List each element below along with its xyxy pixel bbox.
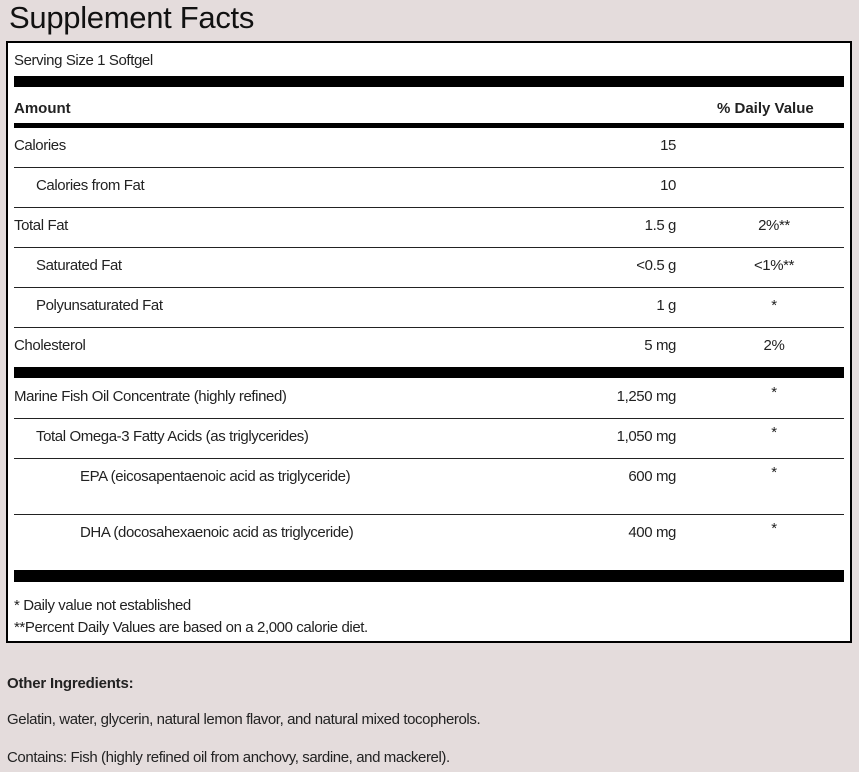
table-row xyxy=(14,459,844,515)
footnote: * Daily value not established xyxy=(14,597,191,614)
table-row xyxy=(14,288,844,328)
ingredient-amount: 600 mg xyxy=(628,468,676,485)
nutrient-amount: 1 g xyxy=(656,297,676,314)
other-ingredients-list: Gelatin, water, glycerin, natural lemon flavor, and natural mixed tocopherols. xyxy=(7,711,481,728)
nutrient-amount: 1.5 g xyxy=(644,217,676,234)
ingredient-amount: 400 mg xyxy=(628,524,676,541)
nutrient-dv: 2% xyxy=(763,337,785,354)
nutrient-dv: <1%** xyxy=(753,257,795,274)
nutrient-amount: 10 xyxy=(660,177,676,194)
table-row xyxy=(14,168,844,208)
allergen-statement: Contains: Fish (highly refined oil from anchovy, sardine, and mackerel). xyxy=(7,749,450,766)
table-header xyxy=(14,87,844,123)
divider xyxy=(14,76,844,87)
page-title: Supplement Facts xyxy=(9,0,255,35)
nutrient-name: Calories xyxy=(14,137,66,154)
ingredient-name: EPA (eicosapentaenoic acid as triglyceride) xyxy=(80,468,351,485)
table-row xyxy=(14,515,844,570)
supplement-facts-panel xyxy=(6,41,852,643)
table-row xyxy=(14,208,844,248)
nutrient-dv: 2%** xyxy=(758,217,790,234)
table-row xyxy=(14,378,844,419)
footnote: **Percent Daily Values are based on a 2,000 calorie diet. xyxy=(14,619,368,636)
table-row xyxy=(14,328,844,367)
dv-header: % Daily Value xyxy=(717,100,814,117)
ingredient-dv: * xyxy=(771,424,777,441)
amount-header: Amount xyxy=(14,100,71,117)
ingredient-dv: * xyxy=(771,520,777,537)
other-ingredients-heading: Other Ingredients: xyxy=(7,675,134,692)
serving-size: Serving Size 1 Softgel xyxy=(14,52,153,69)
ingredient-amount: 1,050 mg xyxy=(616,428,676,445)
ingredient-name: Marine Fish Oil Concentrate (highly refined) xyxy=(14,388,287,405)
table-row xyxy=(14,128,844,168)
ingredient-name: DHA (docosahexaenoic acid as triglyceride) xyxy=(80,524,354,541)
nutrient-amount: <0.5 g xyxy=(636,257,676,274)
nutrient-amount: 15 xyxy=(660,137,676,154)
ingredient-dv: * xyxy=(771,464,777,481)
table-row xyxy=(14,419,844,459)
nutrient-name: Total Fat xyxy=(14,217,68,234)
ingredient-name: Total Omega-3 Fatty Acids (as triglycerides) xyxy=(36,428,309,445)
divider xyxy=(14,570,844,582)
nutrient-name: Saturated Fat xyxy=(36,257,122,274)
ingredient-dv: * xyxy=(771,384,777,401)
table-row xyxy=(14,248,844,288)
nutrient-name: Polyunsaturated Fat xyxy=(36,297,163,314)
divider xyxy=(14,367,844,378)
nutrient-name: Calories from Fat xyxy=(36,177,145,194)
nutrient-name: Cholesterol xyxy=(14,337,86,354)
nutrient-dv: * xyxy=(771,297,777,314)
nutrient-amount: 5 mg xyxy=(644,337,676,354)
ingredient-amount: 1,250 mg xyxy=(616,388,676,405)
